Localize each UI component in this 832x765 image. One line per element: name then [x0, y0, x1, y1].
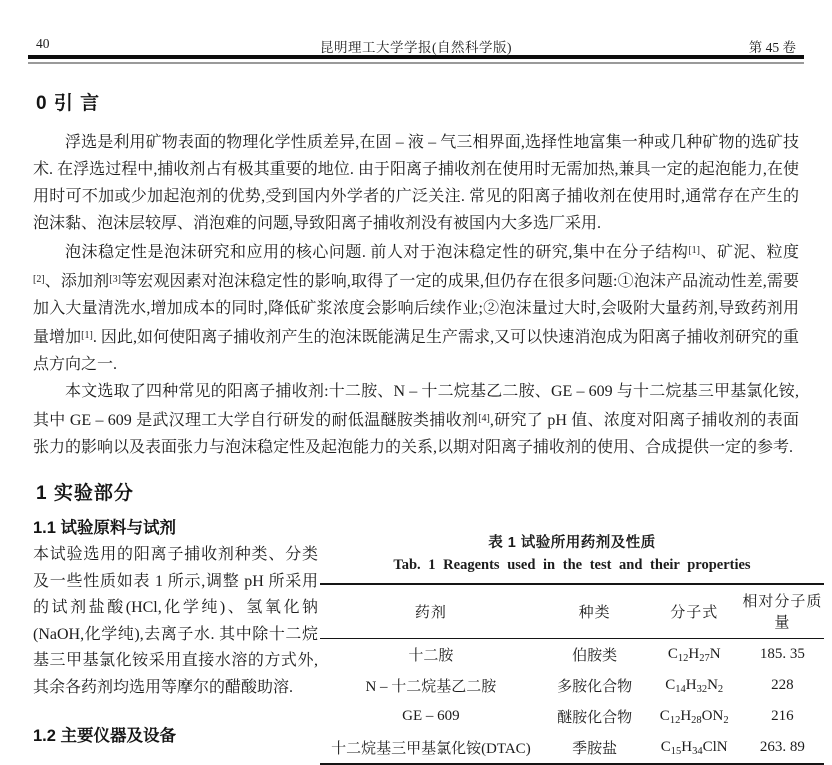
text-segment: 本文选取了四种常见的阳离子捕收剂:十二胺、N – 十二烷基乙二胺、GE – 609 与十二烷基三甲基氯化铵,其中 GE – 609 是武汉理工大学自行研发的耐低温醚胺类捕收剂 [33, 383, 799, 429]
formula-segment: ON [701, 707, 724, 724]
citation-marker-3: [3] [109, 274, 121, 285]
header-rule-thick [28, 55, 804, 59]
cell-reagent-type: 醚胺化合物 [557, 710, 633, 726]
cell-molecular-weight: 263. 89 [759, 739, 805, 755]
citation-marker-4: [4] [478, 413, 490, 424]
column-header-reagent: 药剂 [320, 584, 542, 639]
cell-formula [648, 639, 741, 671]
section-heading-experiment: 1 实验部分 [36, 483, 134, 504]
cell-reagent-type: 多胺化合物 [557, 679, 633, 695]
citation-marker-1b: [1] [81, 330, 93, 341]
column-header-molecular-weight: 相对分子质量 [741, 584, 824, 639]
table-row [320, 639, 824, 671]
section-heading-introduction: 0 引 言 [36, 93, 101, 114]
column-header-type: 种类 [542, 584, 648, 639]
table-caption-en: Tab. 1 Reagents used in the test and their properties [393, 557, 751, 573]
cell-molecular-weight: 216 [771, 708, 794, 724]
text-segment: ,研究了 pH 值、浓度对阳离子捕收剂的表面张力的影响以及表面张力与泡沫稳定性及起泡能力的关系,以期对阳离子捕收剂的使用、合成提供一定的参考. [33, 412, 799, 456]
formula-segment: H [680, 707, 692, 724]
cell-molecular-weight: 185. 35 [759, 646, 805, 662]
formula-segment: H [685, 676, 697, 693]
cell-reagent-name: GE – 609 [402, 708, 460, 724]
table-header-row [320, 584, 824, 639]
formula-segment: C [667, 645, 678, 662]
text-segment: 、添加剂 [44, 273, 110, 290]
paragraph-reagents: 本试验选用的阳离子捕收剂种类、分类及一些性质如表 1 所示,调整 pH 所采用的试剂盐酸(HCl,化学纯)、氢氧化钠(NaOH,化学纯),去离子水. 其中除十二烷基三甲基氯化铵采用直接水溶的方式外,其余各药剂均选用等摩尔的醋酸助溶. [33, 546, 318, 696]
formula-subscript: 27 [699, 652, 710, 664]
text-segment: 、矿泥、粒度 [700, 244, 799, 261]
reagents-column [33, 542, 318, 722]
table-1-block [320, 531, 824, 765]
table-row [320, 670, 824, 701]
formula-segment: ClN [702, 738, 728, 755]
formula-segment: H [688, 645, 700, 662]
paragraph-collectors-selected [33, 378, 799, 461]
formula-subscript: 2 [723, 714, 729, 726]
cell-reagent-name: N – 十二烷基乙二胺 [365, 679, 497, 695]
formula-subscript: 2 [717, 683, 724, 695]
cell-formula [648, 670, 741, 701]
page-number: 40 [36, 36, 50, 51]
formula-segment: H [681, 738, 693, 755]
formula-segment: C [659, 707, 670, 724]
cell-formula [648, 732, 741, 764]
column-header-formula: 分子式 [648, 584, 741, 639]
formula-subscript: 12 [677, 652, 689, 664]
formula-subscript: 28 [691, 714, 702, 726]
cell-formula [648, 701, 741, 732]
citation-marker-2: [2] [33, 274, 45, 285]
header-rule-thin [28, 62, 804, 64]
subsection-heading-equipment: 1.2 主要仪器及设备 [33, 727, 177, 745]
running-head [36, 36, 796, 54]
paragraph-foam-stability [33, 237, 799, 378]
volume-label: 第 45 卷 [748, 40, 796, 55]
formula-subscript: 32 [696, 683, 708, 695]
table-caption-zh: 表 1 试验所用药剂及性质 [488, 535, 656, 551]
formula-subscript: 34 [692, 745, 703, 757]
text-segment: . 因此,如何使阳离子捕收剂产生的泡沫既能满足生产需求,又可以快速消泡成为阳离子捕收剂研究的重点方向之一. [33, 329, 799, 373]
formula-subscript: 15 [670, 745, 682, 757]
table-row [320, 701, 824, 732]
cell-molecular-weight: 228 [771, 677, 794, 693]
formula-subscript: 12 [669, 714, 681, 726]
introduction-body [33, 129, 799, 477]
formula-segment: N [707, 676, 718, 693]
text-segment: 泡沫稳定性是泡沫研究和应用的核心问题. 前人对于泡沫稳定性的研究,集中在分子结构 [65, 244, 689, 261]
formula-segment: N [709, 645, 721, 662]
table-row [320, 732, 824, 764]
text-segment: 等宏观因素对泡沫稳定性的影响,取得了一定的成果,但仍存在很多问题:①泡沫产品流动性差,需要加入大量清洗水,增加成本的同时,降低矿浆浓度会影响后续作业;②泡沫量过大时,会吸附大量药剂,导致药剂用量增加 [33, 273, 799, 346]
journal-title: 昆明理工大学学报(自然科学版) [320, 40, 512, 55]
formula-segment: C [665, 676, 676, 693]
citation-marker-1: [1] [688, 245, 700, 256]
cell-reagent-type: 伯胺类 [572, 648, 618, 664]
cell-reagent-type: 季胺盐 [572, 741, 618, 757]
paragraph-flotation: 浮选是利用矿物表面的物理化学性质差异,在固 – 液 – 气三相界面,选择性地富集一种或几种矿物的选矿技术. 在浮选过程中,捕收剂占有极其重要的地位. 由于阳离子捕收剂在使用时无需加热,兼具一定的起泡能力,在使用时可不加或少加起泡剂的优势,受到国内外学者的广泛关注. 常见的阳离子捕收剂在使用时,通常存在产生的泡沫黏、泡沫层较厚、消泡难的问题,导致阳离子捕收剂没有被国内大多选厂采用. [33, 134, 799, 232]
formula-subscript: 14 [675, 683, 686, 695]
reagents-table [320, 583, 824, 765]
cell-reagent-name: 十二烷基三甲基氯化铵(DTAC) [331, 741, 531, 757]
formula-segment: C [660, 738, 671, 755]
cell-reagent-name: 十二胺 [408, 648, 454, 664]
subsection-heading-reagents: 1.1 试验原料与试剂 [33, 519, 177, 537]
